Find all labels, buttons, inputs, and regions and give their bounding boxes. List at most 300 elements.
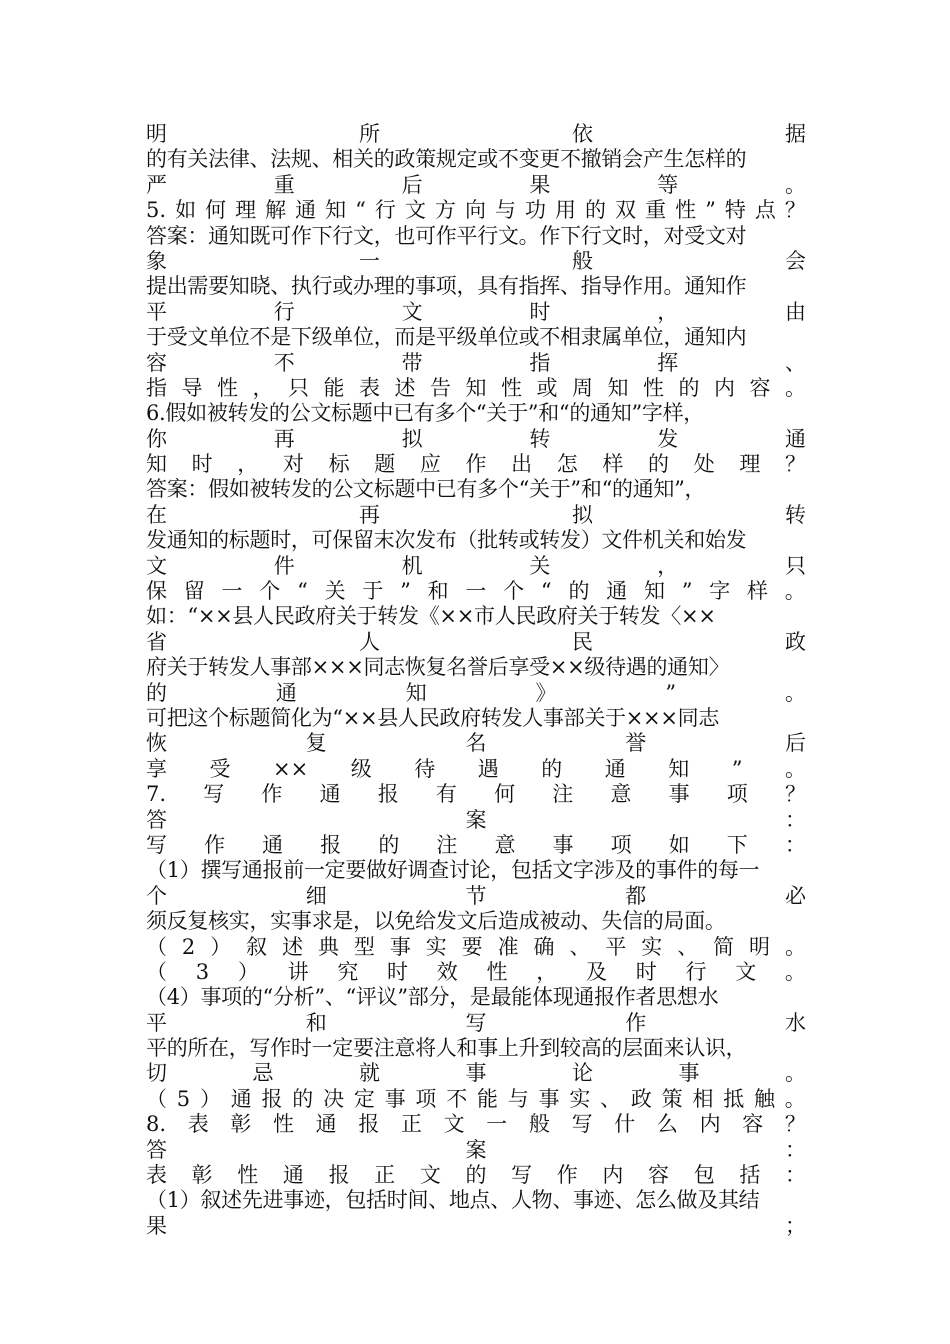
text-line <box>146 1163 806 1188</box>
text-line: 答案：通知既可作下行文，也可作平行文。作下行文时，对受文对 <box>146 223 747 248</box>
text-token: ： <box>784 1163 806 1188</box>
text-token: 与 <box>507 1086 529 1111</box>
text-token: 注 <box>436 832 458 857</box>
text-token: （ <box>146 934 167 959</box>
text-token: 彰 <box>230 1112 252 1137</box>
text-token: ” <box>681 579 693 604</box>
text-token: ” <box>400 579 411 604</box>
text-token: 指 <box>529 350 551 375</box>
text-token: 注 <box>552 782 574 807</box>
text-token: 正 <box>374 1163 396 1188</box>
text-line <box>146 884 806 909</box>
text-line <box>146 351 806 376</box>
text-token: 应 <box>419 452 441 477</box>
text-token: 知 <box>325 198 347 223</box>
text-token: 出 <box>511 452 533 477</box>
text-token: 决 <box>323 1086 345 1111</box>
text-token: 事 <box>678 1061 700 1086</box>
text-token: 导 <box>181 375 203 400</box>
text-token: ？ <box>784 782 806 807</box>
text-line <box>146 833 806 858</box>
text-token: 向 <box>464 198 486 223</box>
text-token: 事 <box>389 934 411 959</box>
text-token: 正 <box>400 1112 422 1137</box>
text-line: 的有关法律、法规、相关的政策规定或不变更不撤销会产生怎样的 <box>146 147 747 172</box>
text-token: 性 <box>675 198 697 223</box>
text-token: 写 <box>571 1112 593 1137</box>
text-token: ” <box>665 680 677 705</box>
text-token: 功 <box>525 198 546 223</box>
text-line: 提出需要知晓、执行或办理的事项，具有指挥、指导作用。通知作 <box>146 274 747 299</box>
text-line <box>146 630 806 655</box>
text-token: 相 <box>692 1086 714 1111</box>
text-token: 个 <box>259 579 281 604</box>
text-token: 告 <box>430 375 451 400</box>
text-token: 后 <box>785 731 806 756</box>
text-token: 作 <box>204 832 226 857</box>
text-token: ， <box>657 299 679 324</box>
text-token: 性 <box>486 959 508 984</box>
text-token: 文 <box>401 299 423 324</box>
text-line <box>146 1087 806 1112</box>
text-token: ” <box>705 198 716 223</box>
text-token: 意 <box>610 782 632 807</box>
text-token: 。 <box>785 375 806 400</box>
text-token: 事 <box>384 1086 406 1111</box>
text-token: 时 <box>635 959 657 984</box>
text-token: 个 <box>503 579 525 604</box>
text-token: 通 <box>606 579 628 604</box>
text-token: 知 <box>668 756 690 781</box>
text-token: （ <box>146 1086 167 1111</box>
text-token: 周 <box>572 375 593 400</box>
text-line: 可把这个标题简化为“××县人民政府转发人事部关于×××同志 <box>146 705 720 730</box>
text-token: 7. <box>146 782 167 807</box>
text-token: 的 <box>465 1163 487 1188</box>
text-line <box>146 1138 806 1163</box>
text-token: 时 <box>191 452 213 477</box>
text-token: ） <box>237 959 259 984</box>
text-token: 性 <box>643 375 664 400</box>
text-token: 通 <box>784 426 806 451</box>
text-line <box>146 503 806 528</box>
text-token: 何 <box>494 782 516 807</box>
text-token: 的 <box>648 452 670 477</box>
text-line <box>146 757 806 782</box>
text-token: 的 <box>292 1086 314 1111</box>
text-token: 彰 <box>191 1163 213 1188</box>
text-token: 抵 <box>723 1086 745 1111</box>
text-token: 述 <box>394 375 416 400</box>
text-token: “ <box>297 579 308 604</box>
text-token: 》 <box>535 680 557 705</box>
text-token: 留 <box>183 579 205 604</box>
text-line <box>146 1061 806 1086</box>
text-token: 一 <box>465 579 487 604</box>
text-token: 。 <box>784 1086 806 1111</box>
text-token: ， <box>536 959 558 984</box>
text-token: ： <box>784 832 806 857</box>
text-line <box>146 731 806 756</box>
text-token: 名 <box>465 731 487 756</box>
text-token: 报 <box>320 832 342 857</box>
text-token: 时 <box>529 299 551 324</box>
text-token: ） <box>210 934 232 959</box>
text-token: 怎 <box>556 452 578 477</box>
text-token: 作 <box>465 452 487 477</box>
text-token: 重 <box>273 172 295 197</box>
text-token: 文 <box>419 1163 441 1188</box>
text-token: 平 <box>146 299 167 324</box>
text-token: 平 <box>605 934 627 959</box>
text-token: （ <box>146 959 167 984</box>
text-line: 平的所在，写作时一定要注意将人和事上升到较高的层面来认识， <box>146 1036 747 1061</box>
text-token: 能 <box>323 375 345 400</box>
text-token: 2 <box>181 934 196 959</box>
text-token: 能 <box>476 1086 498 1111</box>
text-token: 、 <box>569 934 591 959</box>
text-line <box>146 1112 806 1137</box>
text-token: 不 <box>446 1086 468 1111</box>
text-token: 省 <box>146 629 167 654</box>
text-token: 不 <box>273 350 295 375</box>
text-token: 写 <box>146 832 167 857</box>
text-token: 项 <box>726 782 748 807</box>
text-line <box>146 1011 806 1036</box>
text-token: 果 <box>146 1213 167 1238</box>
text-token: 项 <box>415 1086 437 1111</box>
text-token: 明 <box>146 122 167 146</box>
text-token: 时 <box>387 959 409 984</box>
text-token: 拟 <box>572 502 593 527</box>
text-line <box>146 579 806 604</box>
text-token: 。 <box>784 959 806 984</box>
text-token: 理 <box>739 452 761 477</box>
text-token: “ <box>355 198 366 223</box>
text-token: 般 <box>572 248 593 273</box>
text-line <box>146 173 806 198</box>
text-token: 实 <box>425 934 447 959</box>
text-token: 写 <box>203 782 225 807</box>
text-line <box>146 1214 806 1239</box>
text-token: 通 <box>315 1112 337 1137</box>
text-token: 内 <box>699 1112 721 1137</box>
text-token: 究 <box>337 959 359 984</box>
text-token: 享 <box>146 756 167 781</box>
text-token: 作 <box>625 1010 647 1035</box>
text-token: 要 <box>461 934 483 959</box>
text-token: ， <box>252 375 274 400</box>
text-token: 写 <box>511 1163 533 1188</box>
text-line: （4）事项的“分析”、“评议”部分，是最能体现通报作者思想水 <box>146 985 719 1010</box>
text-line: 须反复核实，实事求是，以免给发文后造成被动、失信的局面。 <box>146 909 726 934</box>
text-token: 通 <box>295 198 317 223</box>
text-token: 会 <box>785 248 806 273</box>
text-token: 后 <box>401 172 423 197</box>
text-token: 表 <box>359 375 380 400</box>
text-token: 知 <box>643 579 665 604</box>
text-token: 样 <box>602 452 624 477</box>
text-token: 有 <box>435 782 457 807</box>
text-token: 行 <box>685 959 707 984</box>
text-token: 特 <box>724 198 746 223</box>
text-token: 案 <box>465 1137 487 1162</box>
text-token: 关 <box>529 553 551 578</box>
text-token: 行 <box>374 198 396 223</box>
text-token: 写 <box>465 1010 487 1035</box>
text-token: 。 <box>784 756 806 781</box>
text-token: 包 <box>693 1163 715 1188</box>
text-token: 发 <box>657 426 679 451</box>
text-token: 下 <box>726 832 748 857</box>
text-token: ， <box>237 452 259 477</box>
text-token: 都 <box>625 883 647 908</box>
text-token: 通 <box>230 1086 252 1111</box>
text-token: 民 <box>572 629 593 654</box>
text-token: 样 <box>747 579 769 604</box>
text-token: 5 <box>176 1086 191 1111</box>
text-token: 用 <box>555 198 577 223</box>
text-line <box>146 782 806 807</box>
text-token: 知 <box>465 375 487 400</box>
text-token: 等 <box>657 172 679 197</box>
text-token: 文 <box>146 553 167 578</box>
text-line <box>146 198 806 223</box>
text-line <box>146 960 806 985</box>
text-token: 带 <box>401 350 423 375</box>
text-token: 性 <box>273 1112 295 1137</box>
text-token: 表 <box>146 1163 167 1188</box>
text-token: 及 <box>585 959 607 984</box>
text-token: 通 <box>282 1163 304 1188</box>
text-token: 报 <box>377 782 399 807</box>
text-token: 的 <box>568 579 590 604</box>
text-line <box>146 681 806 706</box>
text-token: 讲 <box>287 959 309 984</box>
text-token: ： <box>785 807 806 832</box>
text-token: 字 <box>709 579 731 604</box>
text-token: ？ <box>784 198 806 223</box>
text-token: 知 <box>607 375 629 400</box>
text-token: 对 <box>282 452 304 477</box>
text-token: 级 <box>350 756 372 781</box>
text-token: 关 <box>324 579 346 604</box>
text-token: 事 <box>465 1061 487 1086</box>
text-token: 实 <box>569 1086 591 1111</box>
text-line: 答案：假如被转发的公文标题中已有多个“关于”和“的通知”， <box>146 477 706 502</box>
text-token: 忌 <box>252 1061 274 1086</box>
text-token: 象 <box>146 248 167 273</box>
text-token: 答 <box>146 807 167 832</box>
text-line <box>146 452 806 477</box>
text-token: 叙 <box>246 934 268 959</box>
text-line <box>146 122 806 147</box>
text-token: 只 <box>784 553 806 578</box>
text-token: 容 <box>146 350 167 375</box>
text-token: 案 <box>465 807 487 832</box>
text-token: 实 <box>641 934 663 959</box>
text-token: 果 <box>529 172 551 197</box>
text-token: 何 <box>205 198 227 223</box>
text-token: 拟 <box>401 426 423 451</box>
text-token: 。 <box>784 934 806 959</box>
text-token: 遇 <box>477 756 499 781</box>
text-token: 受 <box>209 756 231 781</box>
text-token: 述 <box>282 934 304 959</box>
text-token: 触 <box>754 1086 775 1111</box>
text-token: 通 <box>275 680 297 705</box>
text-token: 点 <box>754 198 776 223</box>
text-token: 定 <box>353 1086 375 1111</box>
text-token: 作 <box>261 782 283 807</box>
text-token: 报 <box>328 1163 350 1188</box>
text-token: 一 <box>221 579 243 604</box>
text-token: 效 <box>436 959 458 984</box>
text-token: 通 <box>319 782 341 807</box>
text-token: 般 <box>528 1112 550 1137</box>
text-token: 通 <box>262 832 284 857</box>
text-token: 型 <box>353 934 375 959</box>
text-token: 、 <box>600 1086 622 1111</box>
text-token: 或 <box>536 375 558 400</box>
text-token: 誉 <box>625 731 647 756</box>
text-line <box>146 808 806 833</box>
text-line: 府关于转发人事部×××同志恢复名誉后享受××级待遇的通知〉 <box>146 655 730 680</box>
text-token: 容 <box>648 1163 670 1188</box>
text-token: 严 <box>146 172 167 197</box>
text-token: 在 <box>146 502 167 527</box>
text-line <box>146 249 806 274</box>
text-token: 知 <box>146 452 167 477</box>
text-token: 作 <box>556 1163 578 1188</box>
text-token: 方 <box>434 198 456 223</box>
text-token: 于 <box>362 579 384 604</box>
text-line: 于受文单位不是下级单位，而是平级单位或不相隶属单位，通知内 <box>146 325 747 350</box>
text-token: 意 <box>494 832 516 857</box>
text-token: ） <box>199 1086 221 1111</box>
text-token: 节 <box>465 883 487 908</box>
text-token: 论 <box>572 1061 593 1086</box>
text-token: 和 <box>305 1010 327 1035</box>
text-token: 准 <box>497 934 519 959</box>
text-token: 的 <box>678 375 700 400</box>
text-token: ×× <box>273 756 309 781</box>
text-token: 据 <box>785 122 806 146</box>
text-token: 一 <box>486 1112 508 1137</box>
text-token: 政 <box>630 1086 652 1111</box>
text-token: 通 <box>604 756 626 781</box>
text-token: 你 <box>146 426 167 451</box>
text-token: 的 <box>585 198 607 223</box>
text-token: ； <box>785 1213 806 1238</box>
text-token: 转 <box>785 502 806 527</box>
text-token: 如 <box>175 198 197 223</box>
text-token: 容 <box>749 375 771 400</box>
text-token: ， <box>657 553 679 578</box>
text-token: ： <box>785 1137 806 1162</box>
text-token: “ <box>540 579 552 604</box>
text-token: ？ <box>784 1112 806 1137</box>
text-token: 的 <box>146 680 167 705</box>
text-token: 处 <box>693 452 715 477</box>
text-token: 、 <box>677 934 699 959</box>
text-line: （1）叙述先进事迹，包括时间、地点、人物、事迹、怎么做及其结 <box>146 1188 760 1213</box>
text-line: （1）撰写通报前一定要做好调查讨论，包括文字涉及的事件的每一 <box>146 858 760 883</box>
text-token: 行 <box>273 299 295 324</box>
text-token: 内 <box>602 1163 624 1188</box>
text-token: ？ <box>784 452 806 477</box>
text-token: 么 <box>656 1112 678 1137</box>
text-token: 挥 <box>657 350 679 375</box>
text-token: 。 <box>784 172 806 197</box>
text-token: 水 <box>785 1010 806 1035</box>
text-token: 简 <box>713 934 735 959</box>
text-token: 什 <box>614 1112 636 1137</box>
text-token: 平 <box>146 1010 167 1035</box>
text-line: 如：“××县人民政府关于转发《××市人民政府关于转发〈×× <box>146 604 716 629</box>
text-token: 的 <box>378 832 400 857</box>
text-line: 发通知的标题时，可保留末次发布（批转或转发）文件机关和始发 <box>146 528 747 553</box>
text-token: 理 <box>235 198 257 223</box>
text-token: 文 <box>443 1112 465 1137</box>
text-token: 事 <box>538 1086 560 1111</box>
text-token: 待 <box>414 756 436 781</box>
text-line: 6.假如被转发的公文标题中已有多个“关于”和“的通知”字样， <box>146 401 704 426</box>
text-token: 解 <box>265 198 287 223</box>
text-token: 报 <box>261 1086 283 1111</box>
text-token: 再 <box>359 502 380 527</box>
text-token: 只 <box>288 375 309 400</box>
text-token: 由 <box>784 299 806 324</box>
text-token: 依 <box>572 122 593 146</box>
text-token: 指 <box>146 375 167 400</box>
text-token: 括 <box>739 1163 761 1188</box>
text-token: 恢 <box>146 731 167 756</box>
text-token: ” <box>731 756 743 781</box>
text-token: 双 <box>615 198 637 223</box>
text-token: 。 <box>784 579 806 604</box>
text-token: 性 <box>217 375 238 400</box>
text-token: 表 <box>187 1112 209 1137</box>
text-token: 如 <box>668 832 690 857</box>
text-token: 保 <box>146 579 167 604</box>
text-token: 和 <box>427 579 449 604</box>
text-token: 机 <box>401 553 423 578</box>
text-token: 复 <box>305 731 327 756</box>
text-token: 再 <box>273 426 295 451</box>
text-line <box>146 935 806 960</box>
text-token: 文 <box>404 198 426 223</box>
text-token: 细 <box>305 883 327 908</box>
text-token: 性 <box>237 1163 259 1188</box>
text-line <box>146 300 806 325</box>
text-token: 项 <box>610 832 632 857</box>
text-token: 5. <box>146 198 167 223</box>
text-token: 8. <box>146 1112 167 1137</box>
text-token: 标 <box>328 452 350 477</box>
text-token: 个 <box>146 883 167 908</box>
text-token: 性 <box>501 375 522 400</box>
text-token: 与 <box>494 198 516 223</box>
text-token: 切 <box>146 1061 167 1086</box>
text-token: 件 <box>273 553 295 578</box>
text-token: 答 <box>146 1137 167 1162</box>
text-token: 转 <box>529 426 551 451</box>
document-page <box>146 122 806 1239</box>
text-token: 确 <box>533 934 555 959</box>
text-token: 、 <box>784 350 806 375</box>
text-token: 文 <box>735 959 757 984</box>
